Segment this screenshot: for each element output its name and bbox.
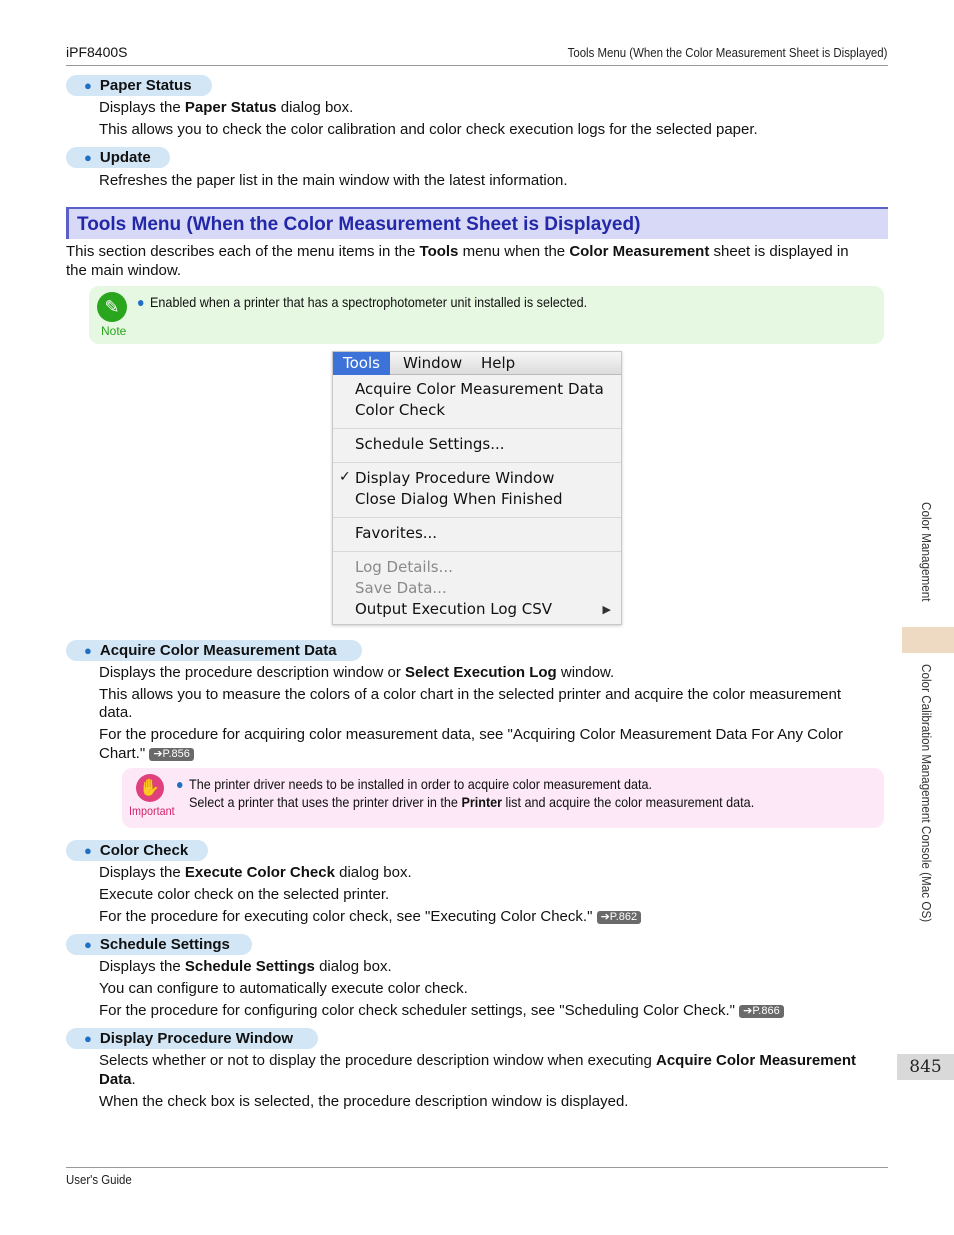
bullet-icon: ● [84,643,92,658]
display-procedure-line-2: When the check box is selected, the procedure description window is displayed. [99,1093,629,1110]
bullet-icon: ● [84,150,92,165]
important-line-2: Select a printer that uses the printer driver in the Printer list and acquire the color measurement data. [189,794,755,810]
item-heading-update: ● Update [66,147,170,168]
color-check-line-2: Execute color check on the selected printer. [99,886,390,903]
side-chapter-title: Color Management [919,502,934,602]
menu-bar-help[interactable]: Help [481,354,516,372]
checkmark-icon: ✓ [339,469,351,485]
side-subchapter-title: Color Calibration Management Console (Mac OS) [919,664,934,923]
paper-status-line-2: This allows you to check the color calibration and color check execution logs for the selected paper. [99,121,758,138]
menu-item-close-dialog[interactable]: Close Dialog When Finished [355,490,563,508]
menu-item-schedule[interactable]: Schedule Settings... [355,435,505,453]
menu-item-log-details: Log Details... [355,558,453,576]
footer-guide-title: User's Guide [66,1172,132,1187]
schedule-line-3: For the procedure for configuring color check scheduler settings, see "Scheduling Color Check." ➔P.866 [99,1001,784,1020]
section-intro-line-2: the main window. [66,262,182,279]
header-section-title: Tools Menu (When the Color Measurement Sheet is Displayed) [567,45,887,60]
menu-separator [333,428,621,429]
note-text: ● Enabled when a printer that has a spectrophotometer unit installed is selected. [137,294,588,310]
bullet-icon: ● [137,294,145,310]
section-heading: Tools Menu (When the Color Measurement Sheet is Displayed) [66,207,888,239]
color-check-line-3: For the procedure for executing color check, see "Executing Color Check." ➔P.862 [99,907,641,926]
item-heading-paper-status: ● Paper Status [66,75,212,96]
update-line-1: Refreshes the paper list in the main window with the latest information. [99,172,568,189]
menu-item-save-data: Save Data... [355,579,447,597]
acquire-line-1: Displays the procedure description window or Select Execution Log window. [99,664,615,681]
menu-separator [333,462,621,463]
menu-separator [333,517,621,518]
important-line-1: ● The printer driver needs to be installed in order to acquire color measurement data. [176,776,652,792]
item-heading-schedule: ● Schedule Settings [66,934,252,955]
display-procedure-line-1a: Selects whether or not to display the procedure description window when executing Acquire Color Measurement [99,1052,857,1069]
item-heading-display-procedure: ● Display Procedure Window [66,1028,318,1049]
schedule-line-1: Displays the Schedule Settings dialog box. [99,958,392,975]
menu-separator [333,551,621,552]
item-heading-color-check: ● Color Check [66,840,208,861]
bullet-icon: ● [84,1031,92,1046]
acquire-line-3a: For the procedure for acquiring color measurement data, see "Acquiring Color Measurement Data For Any Color [99,726,844,743]
menu-item-favorites[interactable]: Favorites... [355,524,438,542]
acquire-line-2b: data. [99,704,133,721]
note-box [89,286,884,344]
menu-item-display-procedure[interactable]: Display Procedure Window [355,469,555,487]
footer-divider [66,1167,888,1168]
menu-bar [333,352,621,375]
schedule-line-2: You can configure to automatically execute color check. [99,980,468,997]
menu-item-output-log[interactable]: Output Execution Log CSV [355,600,553,618]
menu-bar-window[interactable]: Window [403,354,463,372]
page-reference-link[interactable]: ➔P.862 [597,911,642,924]
submenu-arrow-icon: ▶ [602,603,611,616]
bullet-icon: ● [84,843,92,858]
acquire-line-3b: Chart." ➔P.856 [99,744,194,763]
header-divider [66,65,888,66]
page-reference-link[interactable]: ➔P.866 [739,1005,784,1018]
note-label: Note [101,324,127,338]
pencil-note-icon: ✎ [97,292,127,322]
menu-item-color-check[interactable]: Color Check [355,401,446,419]
item-heading-acquire: ● Acquire Color Measurement Data [66,640,362,661]
display-procedure-line-1b: Data. [99,1071,136,1088]
menu-item-acquire[interactable]: Acquire Color Measurement Data [355,380,604,398]
hand-stop-icon: ✋ [136,774,164,802]
header-model: iPF8400S [66,44,128,60]
important-label: Important [129,804,175,818]
important-box [122,768,884,828]
section-intro-line-1: This section describes each of the menu items in the Tools menu when the Color Measurement sheet is displayed in [66,243,849,260]
paper-status-line-1: Displays the Paper Status dialog box. [99,99,354,116]
page-reference-link[interactable]: ➔P.856 [149,748,194,761]
bullet-icon: ● [84,78,92,93]
tools-menu-screenshot [332,351,622,625]
color-check-line-1: Displays the Execute Color Check dialog box. [99,864,412,881]
bullet-icon: ● [176,776,184,792]
menu-bar-tools[interactable]: Tools [333,352,390,375]
bullet-icon: ● [84,937,92,952]
page-number: 845 [897,1054,954,1080]
side-chapter-tab [902,627,954,653]
acquire-line-2a: This allows you to measure the colors of a color chart in the selected printer and acquire the color measurement [99,686,842,703]
